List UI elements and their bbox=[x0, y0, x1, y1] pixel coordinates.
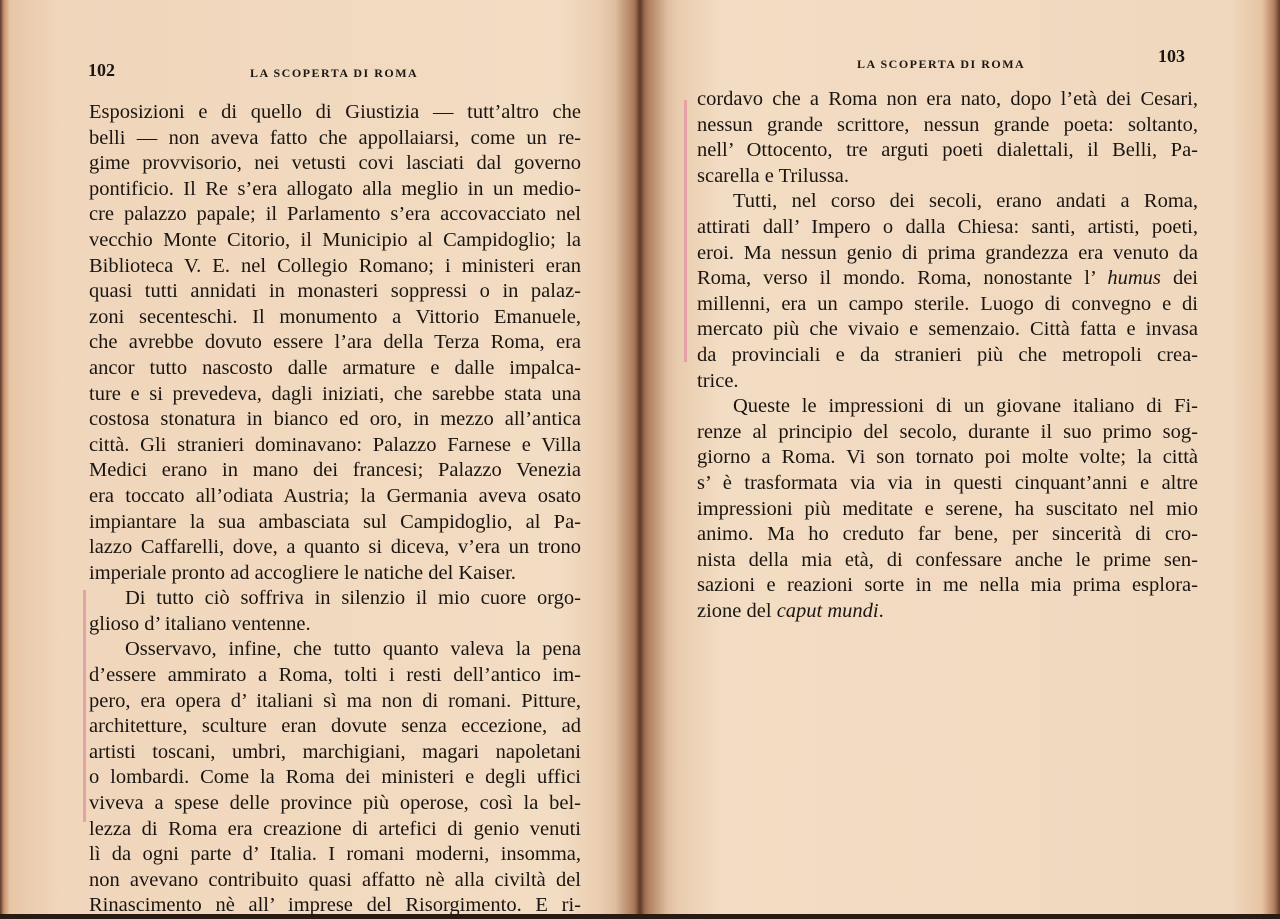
text-line: lazzo Caffarelli, dove, a quanto si diceva, v’era un trono bbox=[89, 536, 581, 559]
text-line: o lombardi. Come la Roma dei ministeri e degli uffici bbox=[89, 766, 581, 789]
text-line: Roma, verso il mondo. Roma, nonostante l’ humus dei bbox=[697, 267, 1199, 290]
text-line: quasi tutti annidati in monasteri soppressi o in palaz- bbox=[89, 280, 581, 303]
text-line: costosa stonatura in bianco ed oro, in mezzo all’antica bbox=[89, 408, 581, 431]
text-line: Queste le impressioni di un giovane italiano di Fi- bbox=[733, 395, 1198, 418]
text-line: giorno a Roma. Vi son tornato poi molte volte; la città bbox=[697, 446, 1198, 469]
text-line: lezza di Roma era creazione di artefici di genio venuti bbox=[89, 817, 581, 840]
text-line: trice. bbox=[697, 369, 739, 392]
text-line: pero, era opera d’ italiani sì ma non di romani. Pitture, bbox=[89, 689, 581, 712]
text-line: s’ è trasformata via via in questi cinquant’anni e altre bbox=[697, 471, 1198, 494]
text-line: non avevano contribuito quasi affatto nè alla civiltà del bbox=[89, 868, 581, 891]
text-line: Osservavo, infine, che tutto quanto valeva la pena bbox=[125, 638, 581, 661]
left-running-head: LA SCOPERTA DI ROMA bbox=[250, 66, 419, 80]
right-page-number: 103 bbox=[1158, 46, 1185, 66]
text-line: Esposizioni e di quello di Giustizia — tutt’altro che bbox=[89, 101, 581, 123]
text-line: impressioni più meditate e serene, ha suscitato nel mio bbox=[697, 497, 1198, 520]
text-line: zoni secenteschi. Il monumento a Vittorio Emanuele, bbox=[89, 305, 581, 328]
text-line: nista della mia età, di confessare anche le prime sen- bbox=[697, 548, 1198, 571]
right-page-body bbox=[697, 87, 1198, 624]
text-line: artisti toscani, umbri, marchigiani, magari napoletani bbox=[89, 740, 581, 763]
text-line: impiantare la sua ambasciata sul Campidoglio, al Pa- bbox=[89, 510, 581, 533]
text-line: nell’ Ottocento, tre arguti poeti dialettali, il Belli, Pa- bbox=[697, 139, 1198, 162]
text-line: architetture, sculture eran dovute senza eccezione, ad bbox=[89, 715, 581, 738]
text-line: gime provvisorio, nei vetusti covi lasciati dal governo bbox=[89, 152, 581, 175]
margin-pencil-mark bbox=[684, 100, 687, 362]
text-line: attirati dall’ Impero o dalla Chiesa: santi, artisti, poeti, bbox=[697, 215, 1198, 238]
text-line: imperiale pronto ad accogliere le natiche del Kaiser. bbox=[89, 561, 516, 584]
text-line: millenni, era un campo sterile. Luogo di convegno e di bbox=[697, 292, 1198, 315]
text-line: ture e si prevedeva, dagli iniziati, che sarebbe stata una bbox=[89, 382, 581, 405]
text-line: mercato più che vivaio e semenzaio. Città fatta e invasa bbox=[697, 318, 1198, 341]
text-line: renze al principio del secolo, durante il suo primo sog- bbox=[697, 420, 1198, 443]
text-line: nessun grande scrittore, nessun grande poeta: soltanto, bbox=[697, 113, 1198, 136]
text-line: cre palazzo papale; il Parlamento s’era accovacciato nel bbox=[89, 203, 581, 226]
text-line: da provinciali e da stranieri più che metropoli crea- bbox=[697, 343, 1198, 366]
text-line: era toccato all’odiata Austria; la Germania aveva osato bbox=[89, 484, 581, 507]
text-line: Medici erano in mano dei francesi; Palazzo Venezia bbox=[89, 459, 581, 482]
text-line: ancor tutto nascosto dalle armature e dalle impalca- bbox=[89, 356, 581, 379]
right-page bbox=[643, 0, 1280, 914]
text-line: vecchio Monte Citorio, il Municipio al Campidoglio; la bbox=[89, 228, 581, 251]
text-line: Rinascimento nè all’ imprese del Risorgimento. E ri- bbox=[89, 894, 581, 917]
text-line: cordavo che a Roma non era nato, dopo l’età dei Cesari, bbox=[697, 88, 1198, 110]
left-page-number: 102 bbox=[88, 60, 115, 80]
text-line: Di tutto ciò soffriva in silenzio il mio cuore orgo- bbox=[125, 587, 581, 610]
text-line: belli — non aveva fatto che appollaiarsi, come un re- bbox=[89, 126, 581, 149]
text-line: scarella e Trilussa. bbox=[697, 164, 850, 187]
text-line: viveva a spese delle province più operose, così la bel- bbox=[89, 792, 581, 815]
text-line: animo. Ma ho creduto far bene, per sincerità di cro- bbox=[697, 523, 1198, 546]
text-line: Biblioteca V. E. nel Collegio Romano; i ministeri eran bbox=[89, 254, 581, 277]
text-line: pontificio. Il Re s’era allogato alla meglio in un medio- bbox=[89, 177, 581, 200]
left-page-body bbox=[89, 100, 581, 919]
text-line: zione del caput mundi. bbox=[697, 599, 884, 622]
text-line: eroi. Ma nessun genio di prima grandezza era venuto da bbox=[697, 241, 1198, 264]
margin-pencil-mark bbox=[83, 590, 86, 822]
right-running-head: LA SCOPERTA DI ROMA bbox=[857, 57, 1026, 71]
text-line: che avrebbe dovuto essere l’ara della Terza Roma, era bbox=[89, 331, 581, 354]
left-page bbox=[0, 0, 637, 917]
text-line: lì da ogni parte d’ Italia. I romani moderni, insomma, bbox=[89, 843, 581, 866]
text-line: sazioni e reazioni sorte in me nella mia prima esplora- bbox=[697, 574, 1198, 597]
text-line: glioso d’ italiano ventenne. bbox=[89, 612, 311, 635]
text-line: Tutti, nel corso dei secoli, erano andati a Roma, bbox=[733, 190, 1198, 213]
text-line: città. Gli stranieri dominavano: Palazzo Farnese e Villa bbox=[89, 433, 581, 456]
text-line: d’essere ammirato a Roma, tolti i resti dell’antico im- bbox=[89, 664, 581, 687]
